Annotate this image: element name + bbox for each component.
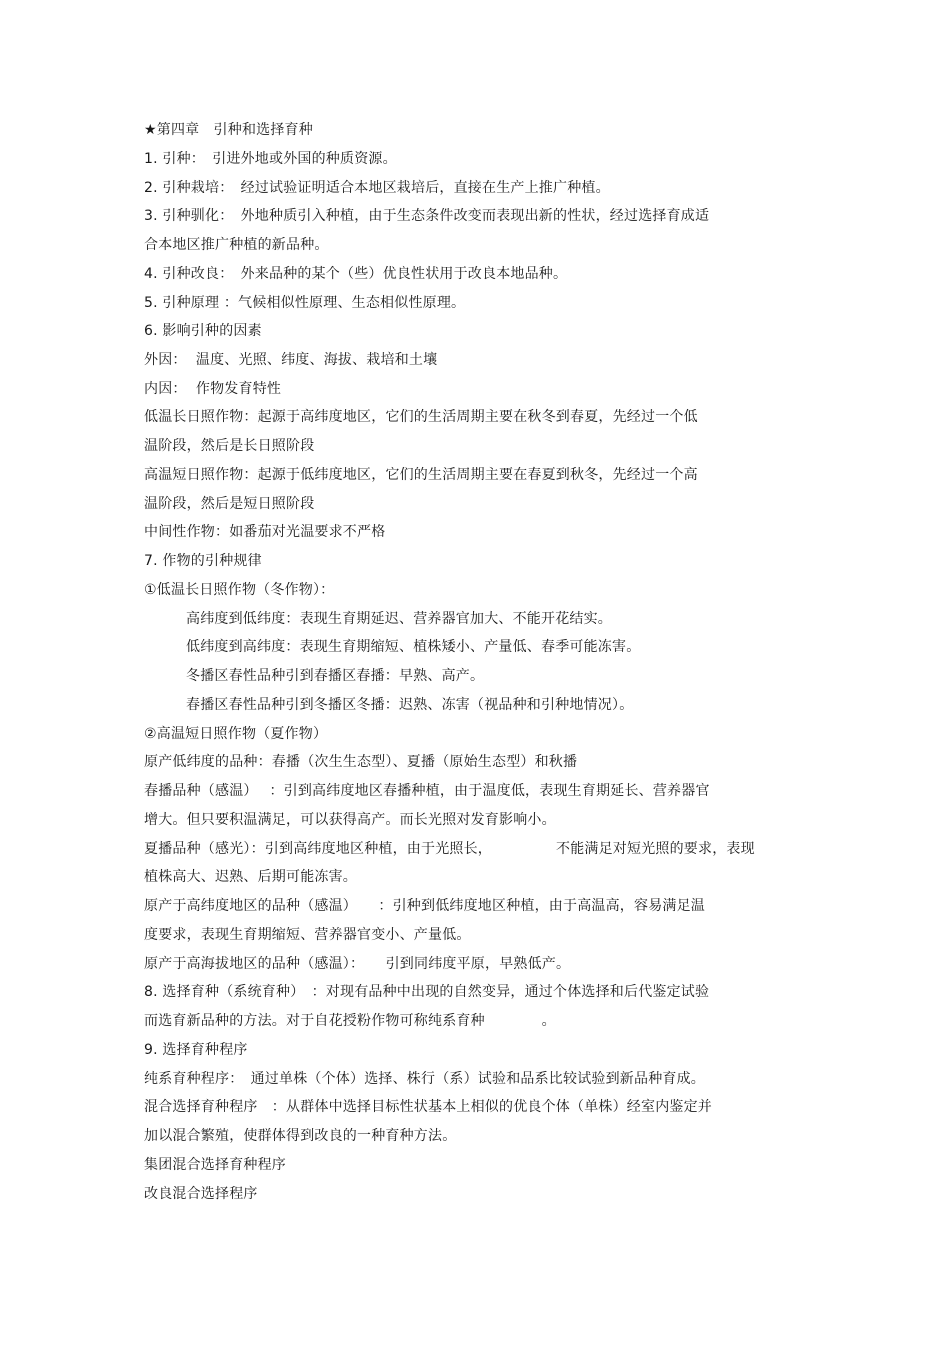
text-line: 外因： 温度、光照、纬度、海拔、栽培和土壤 [144, 352, 438, 368]
text-line: 温阶段，然后是长日照阶段 [144, 438, 315, 454]
text-line: 改良混合选择程序 [144, 1186, 258, 1202]
text-line: 内因： 作物发育特性 [144, 381, 282, 397]
text-line: 温阶段，然后是短日照阶段 [144, 496, 315, 512]
text-line: 中间性作物：如番茄对光温要求不严格 [144, 524, 386, 540]
chapter-title: ★第四章 引种和选择育种 [144, 122, 313, 138]
text-line: 春播品种（感温） ：引到高纬度地区春播种植，由于温度低，表现生育期延长、营养器官 [144, 783, 710, 799]
text-line: 混合选择育种程序 ：从群体中选择目标性状基本上相似的优良个体（单株）经室内鉴定并 [144, 1099, 712, 1115]
text-line: 3. 引种驯化： 外地种质引入种植，由于生态条件改变而表现出新的性状，经过选择育成适 [144, 208, 710, 224]
text-line: 春播区春性品种引到冬播区冬播：迟熟、冻害（视品种和引种地情况）。 [186, 697, 634, 713]
text-line: 而选育新品种的方法。对于自花授粉作物可称纯系育种 。 [144, 1013, 556, 1029]
text-line: 原产于高海拔地区的品种（感温）： 引到同纬度平原，早熟低产。 [144, 956, 571, 972]
section-heading: 6. 影响引种的因素 [144, 323, 262, 339]
text-line: 加以混合繁殖，使群体得到改良的一种育种方法。 [144, 1128, 457, 1144]
text-line: 集团混合选择育种程序 [144, 1157, 286, 1173]
text-line: 低温长日照作物：起源于高纬度地区，它们的生活周期主要在秋冬到春夏，先经过一个低 [144, 409, 698, 425]
text-line: 5. 引种原理 ：气候相似性原理、生态相似性原理。 [144, 295, 466, 311]
text-line: 2. 引种栽培： 经过试验证明适合本地区栽培后，直接在生产上推广种植。 [144, 180, 610, 196]
text-line: 1. 引种： 引进外地或外国的种质资源。 [144, 151, 397, 167]
text-line: 夏播品种（感光）：引到高纬度地区种植，由于光照长， 不能满足对短光照的要求，表现 [144, 841, 755, 857]
text-line: 高纬度到低纬度：表现生育期延迟、营养器官加大、不能开花结实。 [186, 611, 612, 627]
text-line: 合本地区推广种植的新品种。 [144, 237, 329, 253]
text-line: 低纬度到高纬度：表现生育期缩短、植株矮小、产量低、春季可能冻害。 [186, 639, 641, 655]
text-line: 植株高大、迟熟、后期可能冻害。 [144, 869, 357, 885]
section-heading: 8. 选择育种（系统育种） ：对现有品种中出现的自然变异，通过个体选择和后代鉴定试验 [144, 984, 710, 1000]
text-line: 度要求，表现生育期缩短、营养器官变小、产量低。 [144, 927, 471, 943]
text-line: 高温短日照作物：起源于低纬度地区，它们的生活周期主要在春夏到秋冬，先经过一个高 [144, 467, 698, 483]
text-line: ②高温短日照作物（夏作物） [144, 726, 328, 742]
text-line: 冬播区春性品种引到春播区春播：早熟、高产。 [186, 668, 485, 684]
text-line: 增大。但只要积温满足，可以获得高产。而长光照对发育影响小。 [144, 812, 556, 828]
text-line: ①低温长日照作物（冬作物）： [144, 582, 335, 598]
section-heading: 7. 作物的引种规律 [144, 553, 262, 569]
section-heading: 9. 选择育种程序 [144, 1042, 248, 1058]
text-line: 4. 引种改良： 外来品种的某个（些）优良性状用于改良本地品种。 [144, 266, 568, 282]
text-line: 原产于高纬度地区的品种（感温） ：引种到低纬度地区种植，由于高温高，容易满足温 [144, 898, 705, 914]
text-line: 纯系育种程序： 通过单株（个体）选择、株行（系）试验和品系比较试验到新品种育成。 [144, 1071, 705, 1087]
text-line: 原产低纬度的品种：春播（次生生态型）、夏播（原始生态型）和秋播 [144, 754, 578, 770]
